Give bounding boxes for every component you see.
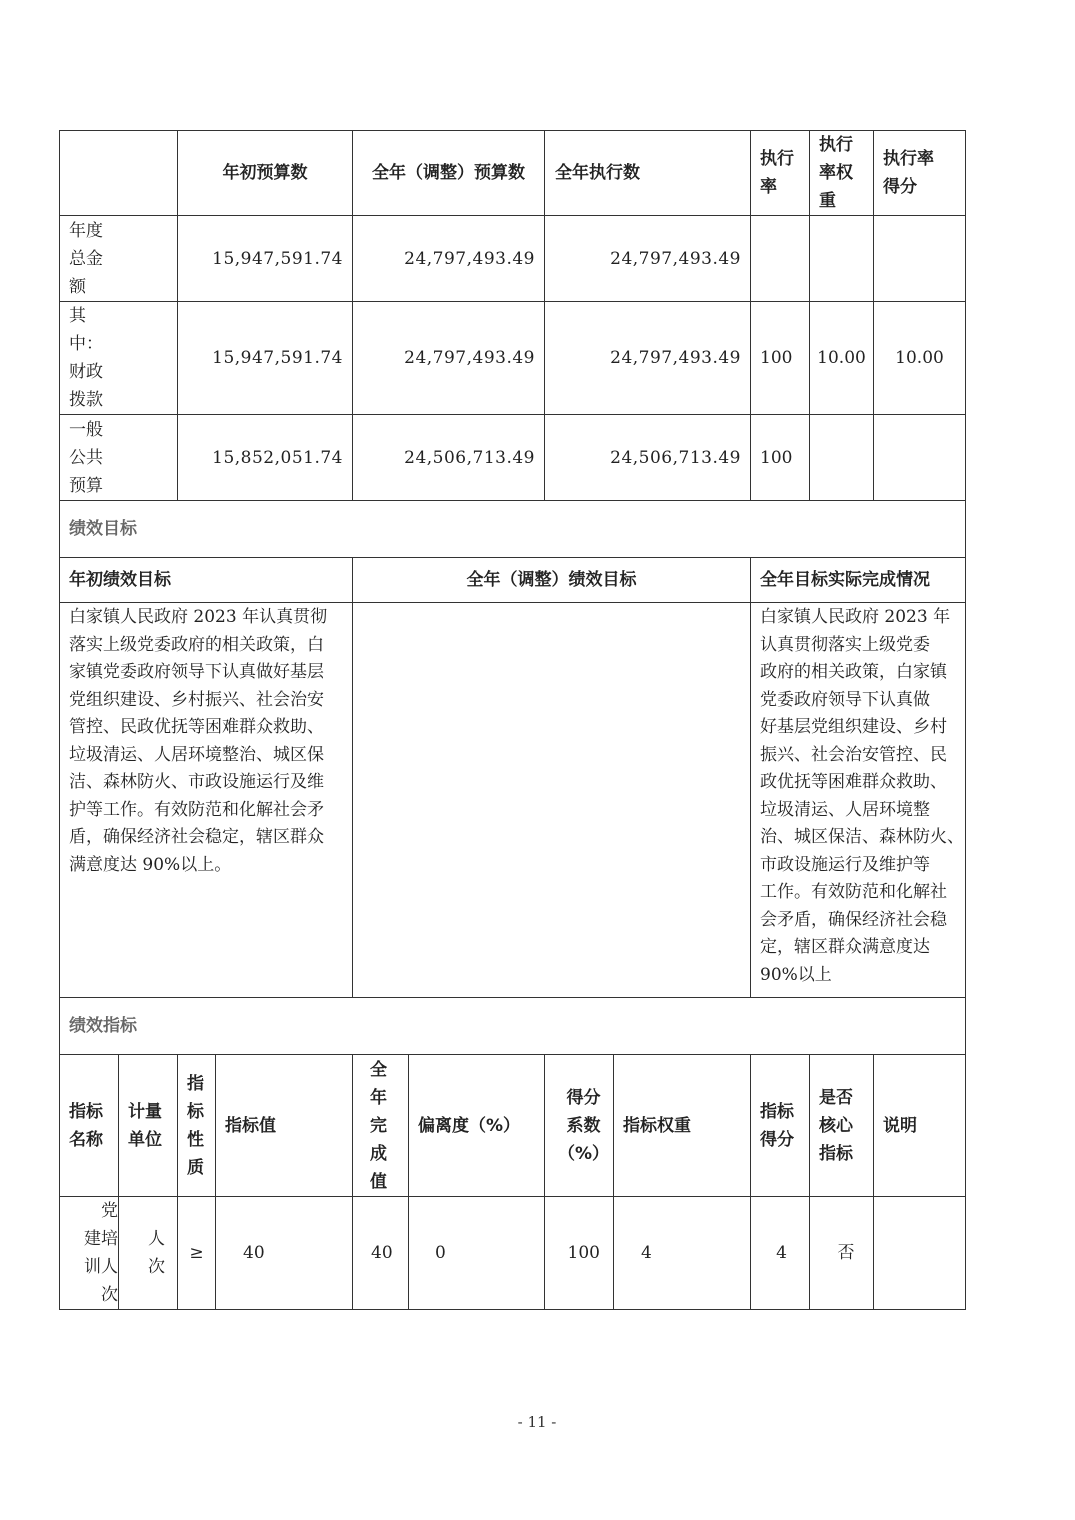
ind-header-core: 是否 核心 指标 [819, 1087, 853, 1164]
table-border-right [965, 130, 966, 1310]
page-number: - 11 - [517, 1413, 557, 1431]
budget-row-weight [810, 216, 873, 301]
budget-row-adjusted: 24,797,493.49 [404, 248, 535, 269]
ind-row-score: 4 [776, 1243, 787, 1263]
budget-row-adjusted: 24,797,493.49 [404, 348, 535, 368]
budget-row-adjusted: 24,506,713.49 [404, 447, 535, 468]
ind-header-target-value: 指标值 [225, 1115, 276, 1136]
indicators-section-title: 绩效指标 [69, 1016, 137, 1036]
budget-header-actual: 全年执行数 [555, 163, 640, 183]
vline-ind-4 [352, 1054, 353, 1309]
budget-header-score: 执行率 得分 [883, 149, 934, 197]
ind-header-name: 指标 名称 [69, 1101, 103, 1150]
budget-row-score [874, 415, 965, 500]
ind-header-nature: 指 标 性 质 [187, 1073, 204, 1178]
ind-row-annual-value: 40 [371, 1243, 393, 1263]
ind-row-weight: 4 [641, 1243, 652, 1263]
budget-header-weight: 执行 率权 重 [819, 135, 853, 211]
hline-goals-header [59, 602, 966, 603]
budget-header-adjusted: 全年（调整）预算数 [372, 163, 525, 183]
budget-header-initial: 年初预算数 [222, 163, 308, 183]
goals-section-title: 绩效目标 [69, 519, 137, 539]
vline-budget-4 [750, 130, 751, 500]
budget-row-initial: 15,947,591.74 [212, 348, 343, 368]
budget-row-score: 10.00 [895, 348, 944, 368]
ind-row-remark [883, 1197, 965, 1309]
budget-row-initial: 15,852,051.74 [212, 447, 343, 468]
goals-header-adjusted: 全年（调整）绩效目标 [466, 570, 637, 590]
goals-adjusted-text [362, 604, 750, 996]
budget-row-label: 其 中： 财政 拨款 [69, 306, 103, 410]
budget-row-initial: 15,947,591.74 [212, 248, 343, 269]
vline-ind-7 [613, 1054, 614, 1309]
goals-actual-text: 白家镇人民政府 2023 年 认真贯彻落实上级党委 政府的相关政策，白家镇 党委政府领导下认真做 好基层党组织建设、乡村 振兴、社会治安管控、民 政优抚等困难群众救助、 垃圾清运、人居环境整 治、城区保洁、森林防火、 市政设施运行及维护等 工作。有效防范和化解社 会矛盾，确保经济社会稳 定，辖区群众满意度达 90%以上 [760, 607, 964, 985]
ind-header-deviation: 偏离度（%） [418, 1115, 521, 1136]
ind-row-deviation: 0 [435, 1243, 446, 1263]
budget-header-rate: 执行 率 [760, 149, 794, 197]
table-border-left [59, 130, 60, 1310]
budget-row-weight [810, 415, 873, 500]
ind-header-remark: 说明 [883, 1115, 917, 1136]
ind-row-core: 否 [837, 1243, 855, 1263]
vline-goals-1 [352, 557, 353, 997]
budget-row-label: 一般 公共 预算 [69, 419, 103, 496]
ind-header-weight: 指标权重 [623, 1115, 691, 1136]
vline-goals-2 [750, 557, 751, 997]
budget-row-actual: 24,506,713.49 [610, 447, 741, 468]
budget-row-actual: 24,797,493.49 [610, 248, 741, 269]
vline-ind-3 [215, 1054, 216, 1309]
budget-row-score [874, 216, 965, 301]
ind-header-score: 指标 得分 [760, 1101, 794, 1150]
budget-row-weight: 10.00 [817, 348, 866, 368]
ind-row-target-value: 40 [243, 1243, 265, 1263]
ind-row-nature: ≥ [189, 1243, 204, 1263]
budget-row-rate: 100 [760, 447, 793, 468]
budget-row-rate [760, 216, 809, 301]
ind-row-name: 党 建培 训人 次 [84, 1201, 118, 1305]
hline-bottom [59, 1309, 966, 1310]
budget-header-blank [60, 131, 177, 215]
ind-header-unit: 计量 单位 [128, 1101, 162, 1150]
vline-ind-1 [118, 1054, 119, 1309]
vline-ind-5 [408, 1054, 409, 1309]
ind-row-score-coef: 100 [567, 1243, 600, 1263]
ind-row-unit: 人 次 [148, 1229, 165, 1277]
goals-header-actual: 全年目标实际完成情况 [760, 570, 930, 590]
goals-initial-text: 白家镇人民政府 2023 年认真贯彻 落实上级党委政府的相关政策，白 家镇党委政府领导下认真做好基层 党组织建设、乡村振兴、社会治安 管控、民政优抚等困难群众救助、 垃圾清运、人居环境整治、城区保 洁、森林防火、市政设施运行及维 护等工作。有效防范和化解社会矛 盾，确保经济社会稳定，辖区群众 满意度达 90%以上。 [69, 607, 328, 875]
goals-header-initial: 年初绩效目标 [69, 570, 171, 590]
ind-header-annual-value: 全 年 完 成 值 [370, 1059, 387, 1192]
ind-header-score-coef: 得分 系数 （%） [557, 1087, 610, 1164]
budget-row-actual: 24,797,493.49 [610, 348, 741, 368]
budget-row-rate: 100 [760, 348, 793, 368]
budget-row-label: 年度 总金 额 [69, 220, 103, 297]
